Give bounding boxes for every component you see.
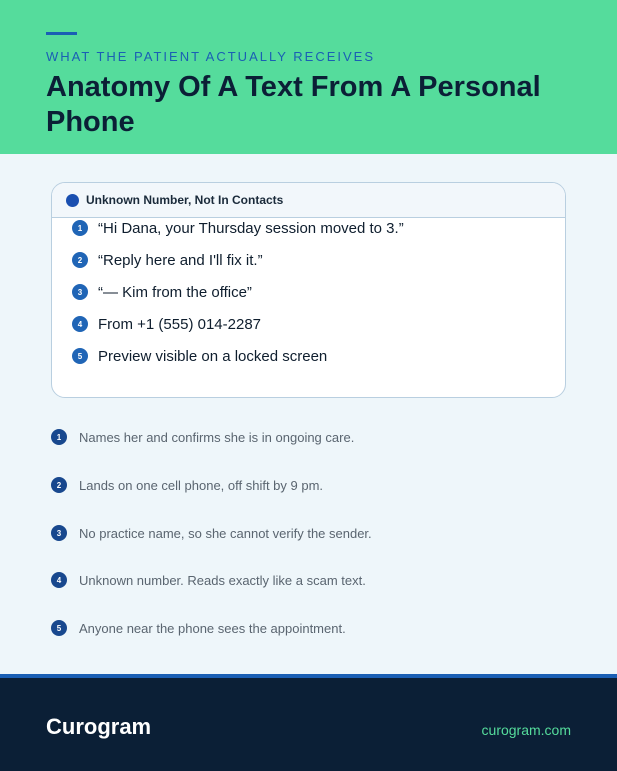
message-line — [72, 218, 404, 238]
annotation-text: No practice name, so she cannot verify the sender. — [79, 525, 372, 541]
number-badge-icon: 2 — [51, 477, 67, 493]
footer — [0, 674, 617, 771]
number-badge-icon: 4 — [72, 316, 88, 332]
annotation-item — [51, 619, 346, 637]
number-badge-icon: 4 — [51, 572, 67, 588]
message-line-text: “Hi Dana, your Thursday session moved to 3.” — [98, 219, 404, 237]
message-line-text: “— Kim from the office” — [98, 283, 252, 301]
message-line — [72, 250, 263, 270]
number-badge-icon: 1 — [72, 220, 88, 236]
number-badge-icon: 3 — [72, 284, 88, 300]
annotation-item — [51, 428, 354, 446]
annotation-item — [51, 571, 366, 589]
number-badge-icon: 1 — [51, 429, 67, 445]
message-line-text: From +1 (555) 014-2287 — [98, 315, 262, 333]
number-badge-icon: 5 — [51, 620, 67, 636]
eyebrow-label: WHAT THE PATIENT ACTUALLY RECEIVES — [46, 49, 376, 64]
annotation-text: Anyone near the phone sees the appointment. — [79, 620, 346, 636]
annotation-item — [51, 476, 323, 494]
message-line-text: “Reply here and I'll fix it.” — [98, 251, 263, 269]
message-line — [72, 346, 327, 366]
message-line — [72, 282, 252, 302]
text-message-card — [51, 182, 566, 398]
website-link[interactable]: curogram.com — [481, 722, 571, 738]
header-banner — [0, 0, 617, 154]
message-line — [72, 314, 261, 334]
annotation-item — [51, 524, 372, 542]
footer-divider — [0, 674, 617, 678]
annotation-text: Lands on one cell phone, off shift by 9 pm. — [79, 477, 324, 493]
annotation-text: Names her and confirms she is in ongoing care. — [79, 429, 355, 445]
message-line-text: Preview visible on a locked screen — [98, 347, 328, 365]
page-title: Anatomy Of A Text From A Personal Phone — [46, 71, 541, 138]
accent-bar — [46, 32, 77, 35]
sender-dot-icon — [66, 194, 79, 207]
number-badge-icon: 3 — [51, 525, 67, 541]
sender-label: Unknown Number, Not In Contacts — [86, 193, 284, 207]
brand-logo: Curogram — [46, 714, 152, 739]
number-badge-icon: 2 — [72, 252, 88, 268]
message-card-header — [52, 183, 565, 218]
annotation-text: Unknown number. Reads exactly like a scam text. — [79, 572, 366, 588]
number-badge-icon: 5 — [72, 348, 88, 364]
main-content — [0, 154, 617, 674]
